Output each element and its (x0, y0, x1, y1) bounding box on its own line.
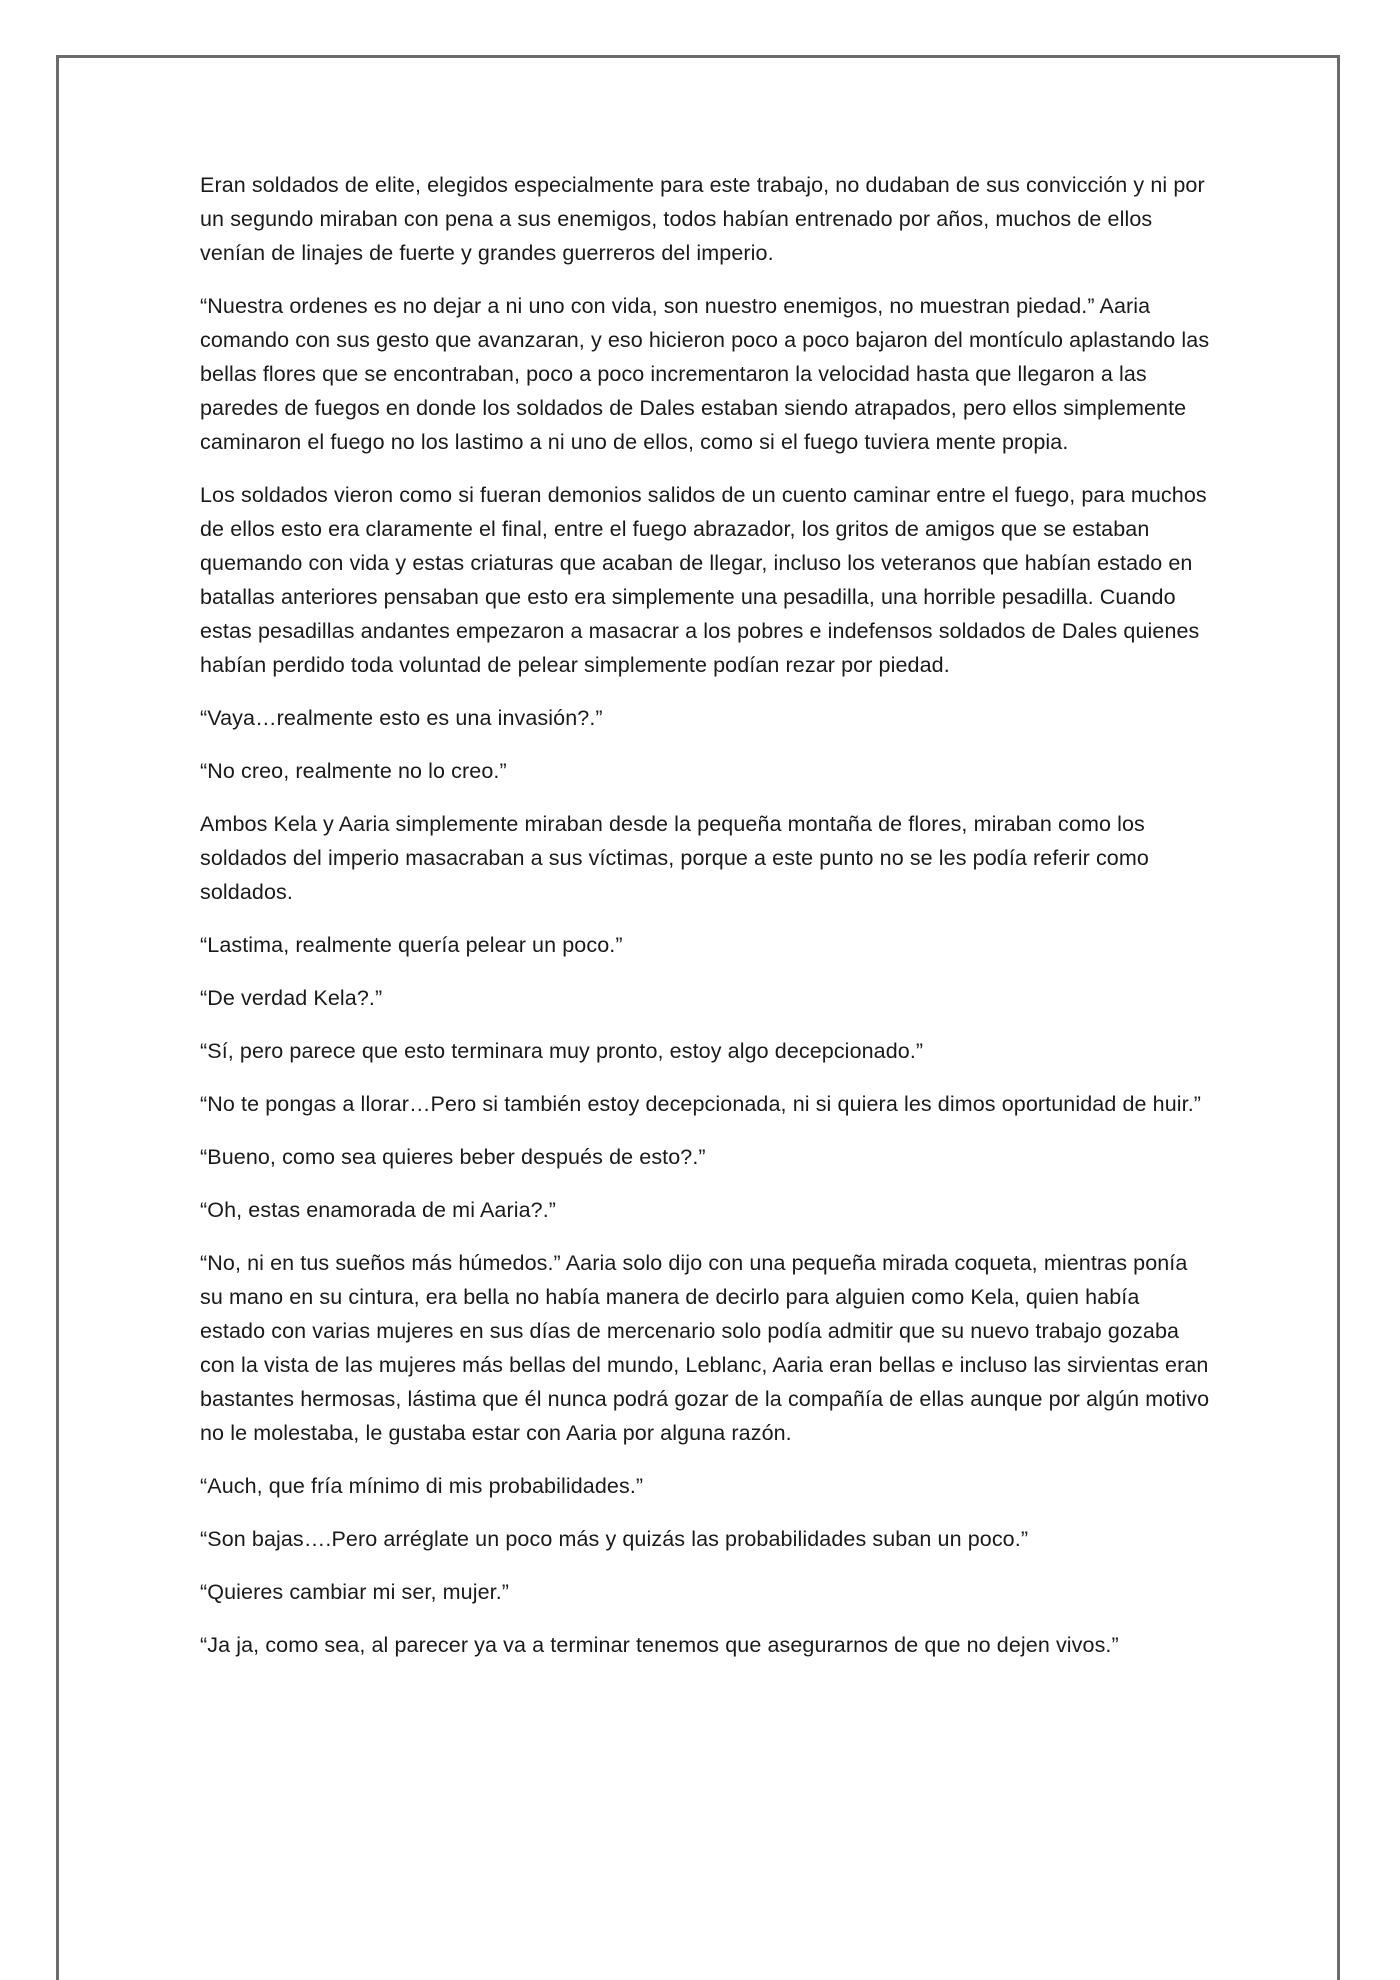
document-body (200, 168, 1210, 1681)
dialogue-line: “Auch, que fría mínimo di mis probabilidades.” (200, 1474, 644, 1498)
paragraph: “Nuestra ordenes es no dejar a ni uno con vida, son nuestro enemigos, no muestran piedad.” Aaria comando con sus gesto que avanzaran, y eso hicieron poco a poco bajaron del montículo aplastando las bellas flores que se encontraban, poco a poco incrementaron la velocidad hasta que llegaron a las paredes de fuegos en donde los soldados de Dales estaban siendo atrapados, pero ellos simplemente caminaron el fuego no los lastimo a ni uno de ellos, como si el fuego tuviera mente propia. (200, 294, 1210, 454)
dialogue-line: “Vaya…realmente esto es una invasión?.” (200, 706, 603, 730)
paragraph: Eran soldados de elite, elegidos especialmente para este trabajo, no dudaban de sus convicción y ni por un segundo miraban con pena a sus enemigos, todos habían entrenado por años, muchos de ellos venían de linajes de fuerte y grandes guerreros del imperio. (200, 173, 1205, 265)
dialogue-line: “Ja ja, como sea, al parecer ya va a terminar tenemos que asegurarnos de que no dejen vivos.” (200, 1633, 1119, 1657)
dialogue-line: “Sí, pero parece que esto terminara muy pronto, estoy algo decepcionado.” (200, 1039, 924, 1063)
paragraph: Ambos Kela y Aaria simplemente miraban desde la pequeña montaña de flores, miraban como los soldados del imperio masacraban a sus víctimas, porque a este punto no se les podía referir como soldados. (200, 812, 1149, 904)
dialogue-line: “Bueno, como sea quieres beber después de esto?.” (200, 1145, 706, 1169)
dialogue-line: “No te pongas a llorar…Pero si también estoy decepcionada, ni si quiera les dimos oportunidad de huir.” (200, 1092, 1202, 1116)
dialogue-line: “Quieres cambiar mi ser, mujer.” (200, 1580, 510, 1604)
paragraph: “No, ni en tus sueños más húmedos.” Aaria solo dijo con una pequeña mirada coqueta, mientras ponía su mano en su cintura, era bella no había manera de decirlo para alguien como Kela, quien había estado con varias mujeres en sus días de mercenario solo podía admitir que su nuevo trabajo gozaba con la vista de las mujeres más bellas del mundo, Leblanc, Aaria eran bellas e incluso las sirvientas eran bastantes hermosas, lástima que él nunca podrá gozar de la compañía de ellas aunque por algún motivo no le molestaba, le gustaba estar con Aaria por alguna razón. (200, 1251, 1210, 1445)
dialogue-line: “No creo, realmente no lo creo.” (200, 759, 507, 783)
dialogue-line: “Oh, estas enamorada de mi Aaria?.” (200, 1198, 557, 1222)
dialogue-line: “De verdad Kela?.” (200, 986, 383, 1010)
dialogue-line: “Son bajas….Pero arréglate un poco más y quizás las probabilidades suban un poco.” (200, 1527, 1029, 1551)
paragraph: Los soldados vieron como si fueran demonios salidos de un cuento caminar entre el fuego, para muchos de ellos esto era claramente el final, entre el fuego abrazador, los gritos de amigos que se estaban quemando con vida y estas criaturas que acaban de llegar, incluso los veteranos que habían estado en batallas anteriores pensaban que esto era simplemente una pesadilla, una horrible pesadilla. Cuando estas pesadillas andantes empezaron a masacrar a los pobres e indefensos soldados de Dales quienes habían perdido toda voluntad de pelear simplemente podían rezar por piedad. (200, 483, 1207, 677)
dialogue-line: “Lastima, realmente quería pelear un poco.” (200, 933, 623, 957)
